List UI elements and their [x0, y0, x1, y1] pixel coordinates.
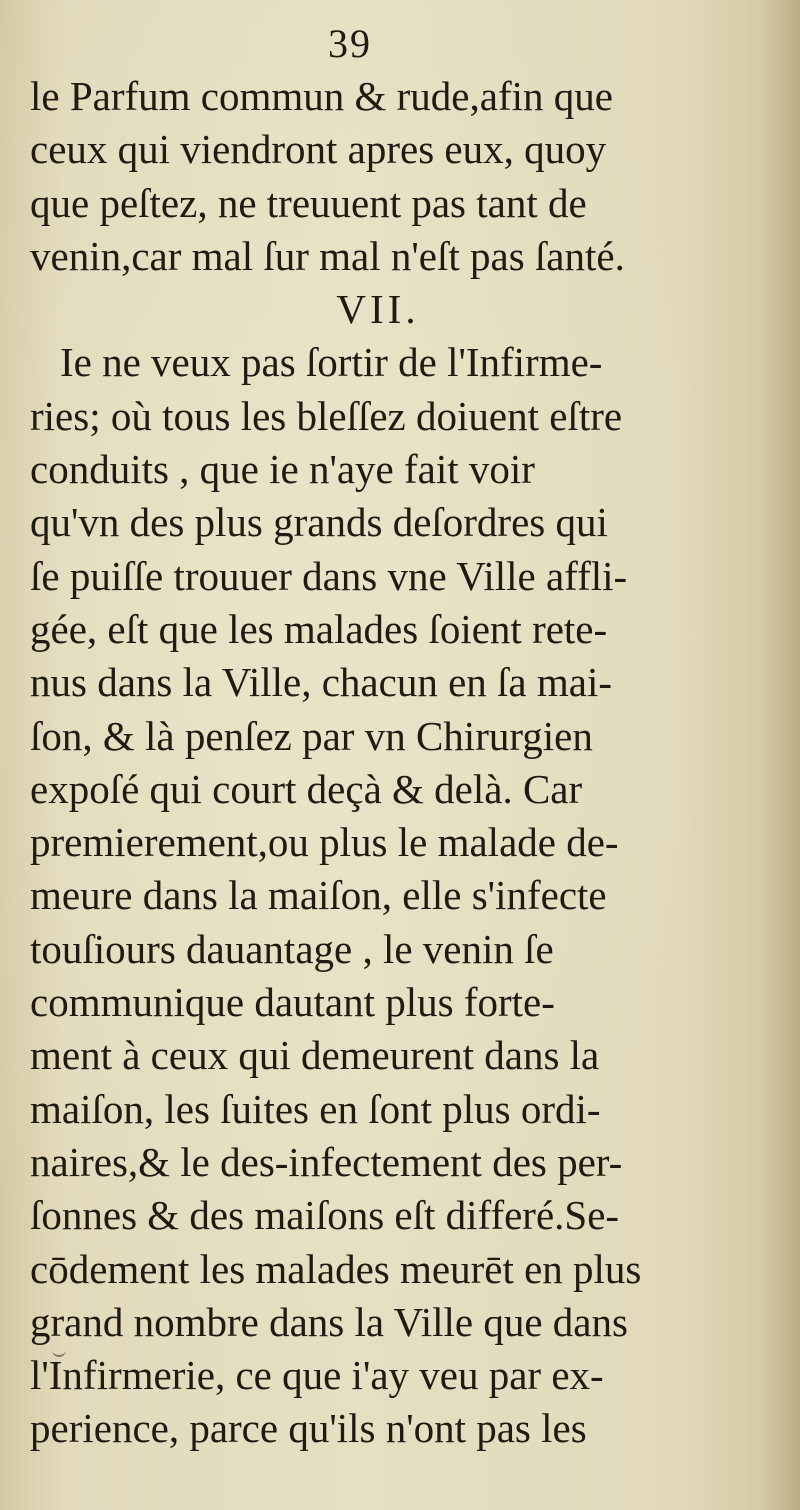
text-line: perience, parce qu'ils n'ont pas les — [30, 1405, 587, 1452]
text-line: l'Infirmerie, ce que i'ay veu par ex- — [30, 1352, 604, 1399]
text-line: meure dans la maiſon, elle s'infecte — [30, 872, 607, 919]
text-line: ſonnes & des maiſons eſt differé.Se- — [30, 1192, 620, 1239]
text-line: gée, eſt que les malades ſoient rete- — [30, 605, 608, 652]
text-line: Ie ne veux pas ſortir de l'Infirme- — [60, 339, 603, 386]
text-line: conduits , que ie n'aye fait voir — [30, 446, 535, 493]
body-text — [30, 70, 706, 1456]
text-line: cōdement les malades meurēt en plus — [30, 1245, 642, 1292]
text-line: expoſé qui court deçà & delà. Car — [30, 765, 583, 812]
text-line: naires,& le des-infectement des per- — [30, 1138, 623, 1185]
page-number: 39 — [328, 21, 372, 66]
text-line: touſiours dauantage , le venin ſe — [30, 925, 554, 972]
text-line: nus dans la Ville, chacun en ſa mai- — [30, 659, 612, 706]
text-line: ſe puiſſe trouuer dans vne Ville affli- — [30, 552, 628, 599]
section-heading: VII. — [336, 286, 420, 333]
text-line: premierement,ou plus le malade de- — [30, 819, 619, 866]
text-line: maiſon, les ſuites en ſont plus ordi- — [30, 1085, 601, 1132]
text-line: que peſtez, ne treuuent pas tant de — [30, 179, 587, 226]
text-line: grand nombre dans la Ville que dans — [30, 1298, 628, 1345]
text-line: communique dautant plus forte- — [30, 979, 555, 1026]
text-line: ries; où tous les bleſſez doiuent eſtre — [30, 392, 623, 439]
text-line: ceux qui viendront apres eux, quoy — [30, 126, 607, 173]
text-line: venin,car mal ſur mal n'eſt pas ſanté. — [30, 232, 625, 279]
text-line: ment à ceux qui demeurent dans la — [30, 1032, 600, 1079]
text-line: le Parfum commun & rude,afin que — [30, 73, 613, 119]
page-edge-shadow — [760, 0, 800, 1510]
text-line: ſon, & là penſez par vn Chirurgien — [30, 712, 593, 759]
text-line: qu'vn des plus grands deſordres qui — [30, 499, 608, 546]
